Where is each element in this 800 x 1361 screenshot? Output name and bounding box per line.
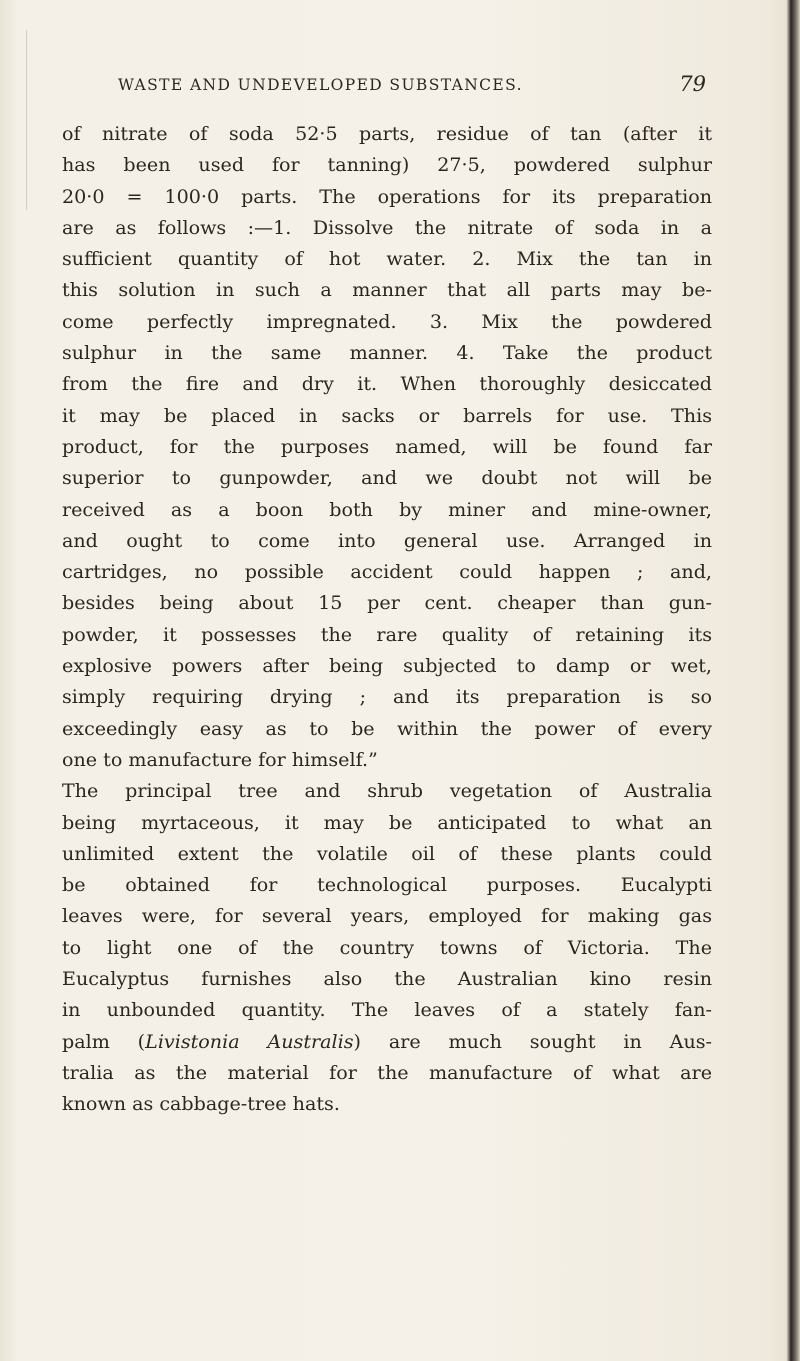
text-line: besides being about 15 per cent. cheaper than gun-	[62, 591, 712, 615]
line-segment: ) are much sought in Aus-	[353, 1029, 712, 1053]
text-line: leaves were, for several years, employed for making gas	[62, 904, 712, 928]
line-segment: palm (	[62, 1029, 146, 1053]
text-line: tralia as the material for the manufacture of what are	[62, 1060, 712, 1084]
text-line-with-italic	[62, 1026, 712, 1057]
text-line: sufficient quantity of hot water. 2. Mix the tan in	[62, 247, 712, 271]
text-line: this solution in such a manner that all parts may be-	[62, 278, 712, 302]
text-line: received as a boon both by miner and mine-owner,	[62, 497, 712, 521]
text-line: Eucalyptus furnishes also the Australian kino resin	[62, 967, 712, 991]
body-text	[62, 118, 712, 1120]
text-line: simply requiring drying ; and its preparation is so	[62, 685, 712, 709]
text-line: The principal tree and shrub vegetation of Australia	[62, 779, 712, 803]
page-fold-shadow	[26, 30, 27, 210]
text-line: from the fire and dry it. When thoroughly desiccated	[62, 372, 712, 396]
running-title: WASTE AND UNDEVELOPED SUBSTANCES.	[118, 76, 523, 94]
page-edge-binding	[786, 0, 800, 1361]
text-line: explosive powers after being subjected to damp or wet,	[62, 654, 712, 678]
running-head	[118, 72, 708, 98]
text-line: and ought to come into general use. Arranged in	[62, 528, 712, 552]
text-line: product, for the purposes named, will be found far	[62, 434, 712, 458]
text-line: powder, it possesses the rare quality of retaining its	[62, 622, 712, 646]
text-line: known as cabbage-tree hats.	[62, 1092, 340, 1116]
text-line: in unbounded quantity. The leaves of a stately fan-	[62, 998, 712, 1022]
text-line: exceedingly easy as to be within the power of every	[62, 716, 712, 740]
text-line: being myrtaceous, it may be anticipated to what an	[62, 810, 712, 834]
text-line: cartridges, no possible accident could happen ; and,	[62, 560, 712, 584]
text-line: unlimited extent the volatile oil of these plants could	[62, 841, 712, 865]
text-line: sulphur in the same manner. 4. Take the product	[62, 341, 712, 365]
text-line: superior to gunpowder, and we doubt not will be	[62, 466, 712, 490]
text-line: of nitrate of soda 52·5 parts, residue of tan (after it	[62, 122, 712, 145]
text-line: one to manufacture for himself.”	[62, 747, 378, 771]
text-line: has been used for tanning) 27·5, powdered sulphur	[62, 153, 712, 177]
text-line: come perfectly impregnated. 3. Mix the powdered	[62, 309, 712, 333]
text-line: are as follows :—1. Dissolve the nitrate of soda in a	[62, 215, 712, 239]
italic-species-name: Livistonia Australis	[145, 1029, 354, 1053]
page-number: 79	[679, 72, 706, 96]
text-line: to light one of the country towns of Victoria. The	[62, 935, 712, 959]
text-line: 20·0 = 100·0 parts. The operations for its preparation	[62, 184, 712, 208]
text-line: be obtained for technological purposes. Eucalypti	[62, 873, 712, 897]
text-line: it may be placed in sacks or barrels for use. This	[62, 403, 712, 427]
